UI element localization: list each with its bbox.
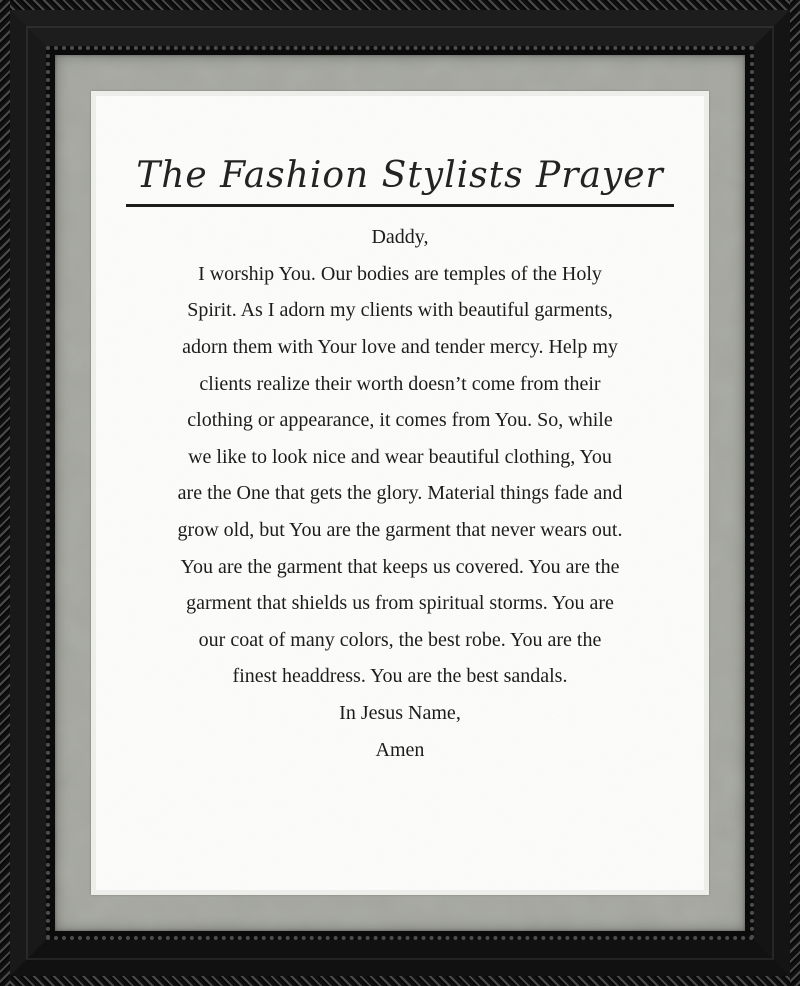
frame-rope-edge-left [0, 0, 10, 986]
prayer-line: Amen [375, 738, 425, 761]
print-title: The Fashion Stylists Prayer [126, 154, 674, 207]
prayer-line: Daddy, [371, 226, 429, 249]
prayer-line: Spirit. As I adorn my clients with beautiful garments, [187, 299, 613, 322]
prayer-line: You are the garment that keeps us covered. You are the [180, 555, 620, 578]
prayer-print [96, 96, 704, 890]
mat-board [55, 55, 745, 931]
prayer-line: clients realize their worth doesn’t come from their [199, 372, 601, 395]
frame-rope-edge-right [790, 0, 800, 986]
frame-rope-edge-top [0, 0, 800, 10]
prayer-line: grow old, but You are the garment that never wears out. [177, 518, 623, 541]
prayer-line: we like to look nice and wear beautiful clothing, You [188, 445, 612, 468]
mat-bevel [91, 91, 709, 895]
prayer-line: garment that shields us from spiritual storms. You are [186, 592, 614, 615]
prayer-body [96, 219, 704, 768]
prayer-line: clothing or appearance, it comes from You. So, while [187, 409, 613, 432]
frame-rope-edge-bottom [0, 976, 800, 986]
prayer-line: our coat of many colors, the best robe. You are the [198, 628, 602, 651]
print-content [96, 96, 704, 768]
prayer-line: are the One that gets the glory. Material things fade and [177, 482, 623, 505]
prayer-line: In Jesus Name, [339, 701, 461, 724]
prayer-line: adorn them with Your love and tender mercy. Help my [182, 335, 618, 358]
frame-bead-trim [46, 46, 754, 940]
prayer-line: finest headdress. You are the best sandals. [232, 665, 568, 688]
prayer-line: I worship You. Our bodies are temples of the Holy [198, 262, 602, 285]
picture-frame [10, 10, 790, 976]
